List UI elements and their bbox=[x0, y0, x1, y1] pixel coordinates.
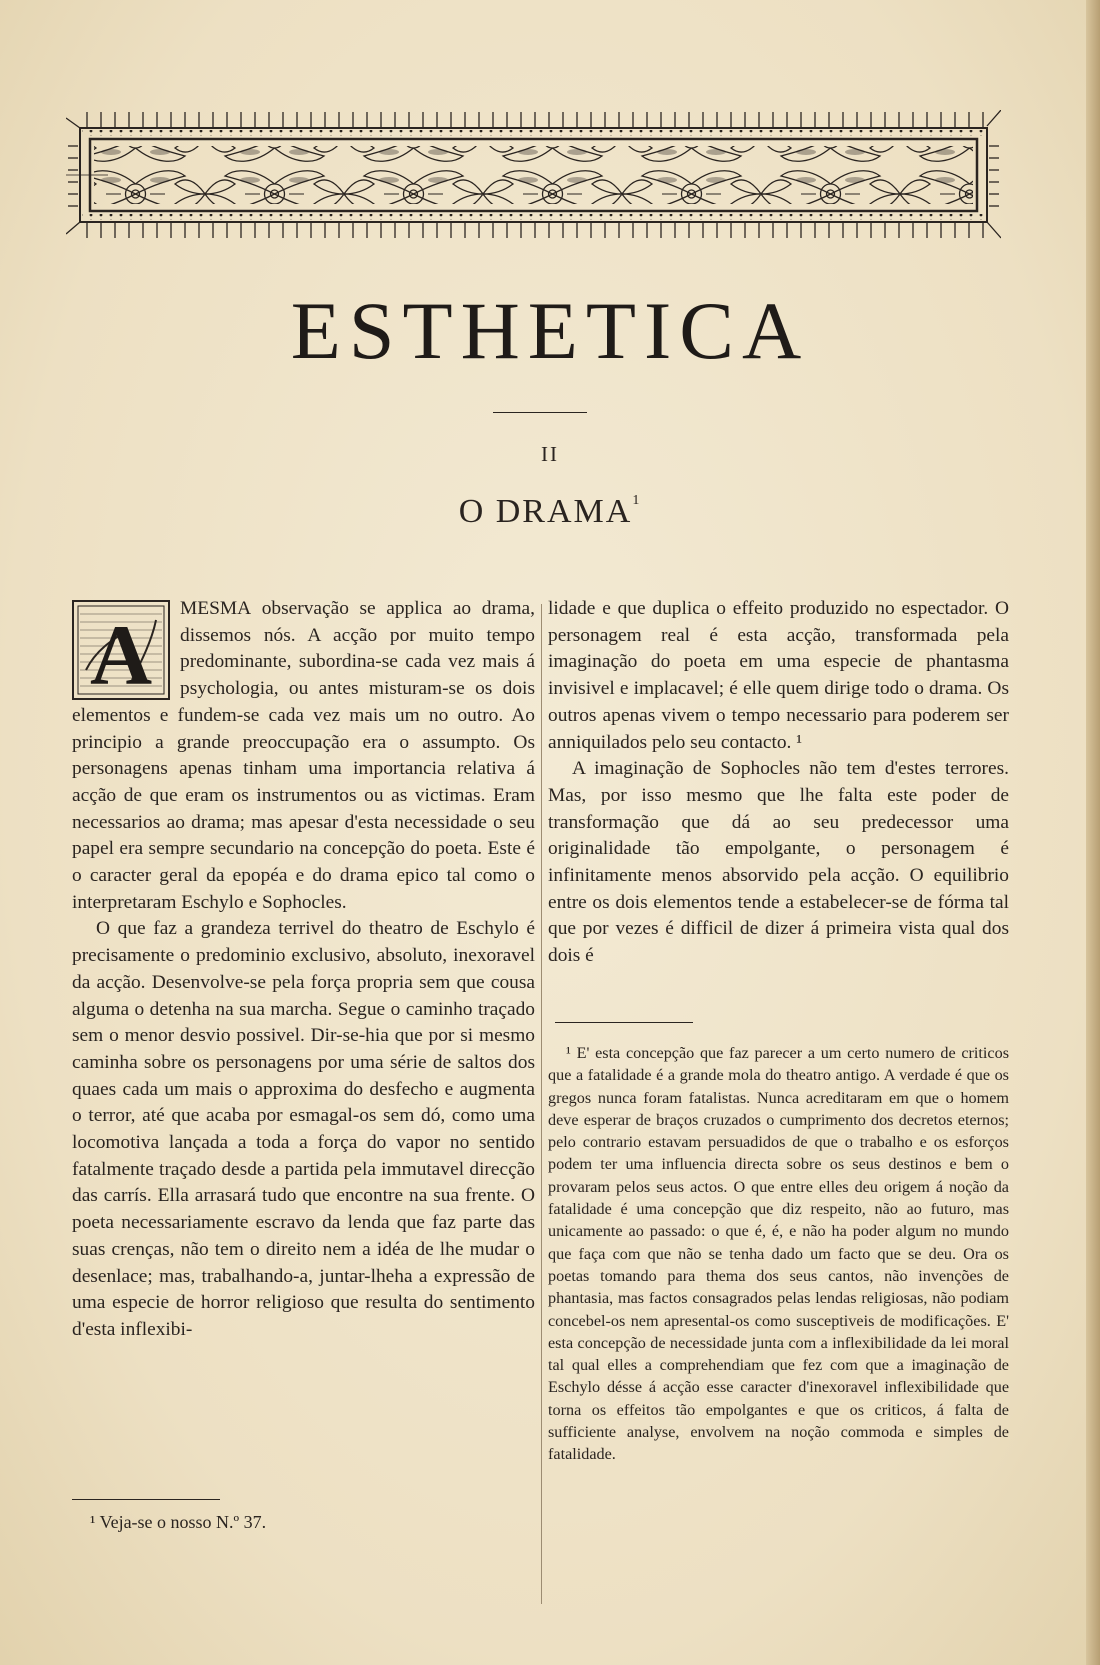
right-paragraph-1: lidade e que duplica o effeito produzido no espectador. O personagem real é esta acção, transformada pela imaginação do poeta em uma especie de phantasma invisivel e implacavel; é elle quem dirige todo o drama. Os outros apenas vivem o tempo necessario para poderem ser anniquilados pelo seu contacto. ¹ bbox=[548, 598, 1009, 753]
article-title: ESTHETICA bbox=[290, 285, 810, 376]
article-subtitle bbox=[0, 493, 1100, 531]
ornament-header-border bbox=[66, 110, 1001, 240]
footnote-rule-right bbox=[555, 1022, 693, 1023]
subtitle-footnote-mark: 1 bbox=[632, 493, 642, 508]
dropcap-letter: A bbox=[89, 607, 153, 700]
footnote-right-text: ¹ E' esta concepção que faz parecer a um certo numero de criticos que a fatalidade é a grande mola do theatro antigo. A verdade é que os gregos nunca foram fatalistas. Nunca acreditaram em que o homem deve esperar de braços cruzados o cumprimento dos decretos eternos; pelo contrario estavam persuadidos de que o trabalho e os esforços podem ter uma influencia directa sobre os seus destinos e bem o provaram pelos seus actos. O que entre elles deu origem á noção da fatalidade é uma concepção que diz respeito, não ao futuro, mas unicamente ao passado: o que é, é, e não ha poder algum no mundo que faça com que não se tenha dado um facto que se deu. Ora os poetas tomando para thema dos seus cantos, não invenções de phantasia, mas factos consagrados pelas lendas religiosas, não podiam concebel-os nem apresental-os como susceptiveis de modificações. E' esta concepção de necessidade junta com a inflexibilidade da lei moral tal qual elles a comprehendiam que fez com que a imaginação de Eschylo désse á acção esse caracter d'inexoravel inflexibilidade que torna os effeitos tão empolgantes e que os criticos, á falta de sufficiente analyse, envolvem na noção commoda e simples de fatalidade. bbox=[548, 1044, 1009, 1464]
left-column bbox=[72, 596, 535, 1344]
footnote-left: ¹ Veja-se o nosso N.º 37. bbox=[90, 1512, 267, 1532]
footnote-rule-left bbox=[72, 1499, 220, 1500]
left-paragraph-2: O que faz a grandeza terrivel do theatro de Eschylo é precisamente o predominio exclusivo, absoluto, inexoravel da acção. Desenvolve-se pela força propria sem que cousa alguma o detenha na sua marcha. Segue o caminho traçado sem o menor desvio possivel. Dir-se-hia que por si mesmo caminha sobre os personagens por uma série de saltos dos quaes cada um mais o approxima do desfecho e augmenta o terror, até que acaba por esmagal-os sem dó, como uma locomotiva lançada a toda a força do vapor no sentido fatalmente traçado desde a partida pela immutavel direcção das carrís. Ella arrasará tudo que encontre na sua frente. O poeta necessariamente escravo da lenda que faz parte das suas crenças, não tem o direito nem a idéa de lhe mudar o desenlace; mas, trabalhando-a, juntar-lheha a expressão de uma especie de horror religioso que resulta do sentimento d'esta inflexibi- bbox=[72, 918, 535, 1340]
subtitle-text: O DRAMA bbox=[458, 493, 633, 530]
lead-word: MESMA bbox=[180, 598, 252, 619]
left-paragraph-1-text: observação se applica ao drama, dissemos nós. A acção por muito tempo predominante, subordina-se cada vez mais á psychologia, ou antes misturam-se os dois elementos e fundem-se cada vez mais um no outro. Ao principio a grande preoccupação era o assumpto. Os personagens apenas tinham uma importancia relativa á acção de que eram os instrumentos ou as victimas. Eram necessarios ao drama; mas apesar d'esta necessidade o seu papel era sempre secundario na concepção do poeta. Este é o caracter geral da epopéa e do drama epico tal como o interpretaram Eschylo e Sophocles. bbox=[72, 598, 535, 913]
footnote-right bbox=[548, 1042, 1009, 1466]
title-divider bbox=[493, 412, 587, 413]
column-divider bbox=[541, 604, 542, 1604]
part-number: II bbox=[541, 442, 559, 466]
dropcap-initial bbox=[72, 600, 170, 700]
page-edge bbox=[1086, 0, 1100, 1665]
right-paragraph-2: A imaginação de Sophocles não tem d'estes terrores. Mas, por isso mesmo que lhe falta este poder de transformação que dá ao seu predecessor uma originalidade tão empolgante, o personagem é infinitamente menos absorvido pela acção. O equilibrio entre os dois elementos tende a estabelecer-se de fórma tal que por vezes é difficil de dizer á primeira vista qual dos dois é bbox=[548, 758, 1009, 967]
right-column bbox=[548, 596, 1009, 970]
